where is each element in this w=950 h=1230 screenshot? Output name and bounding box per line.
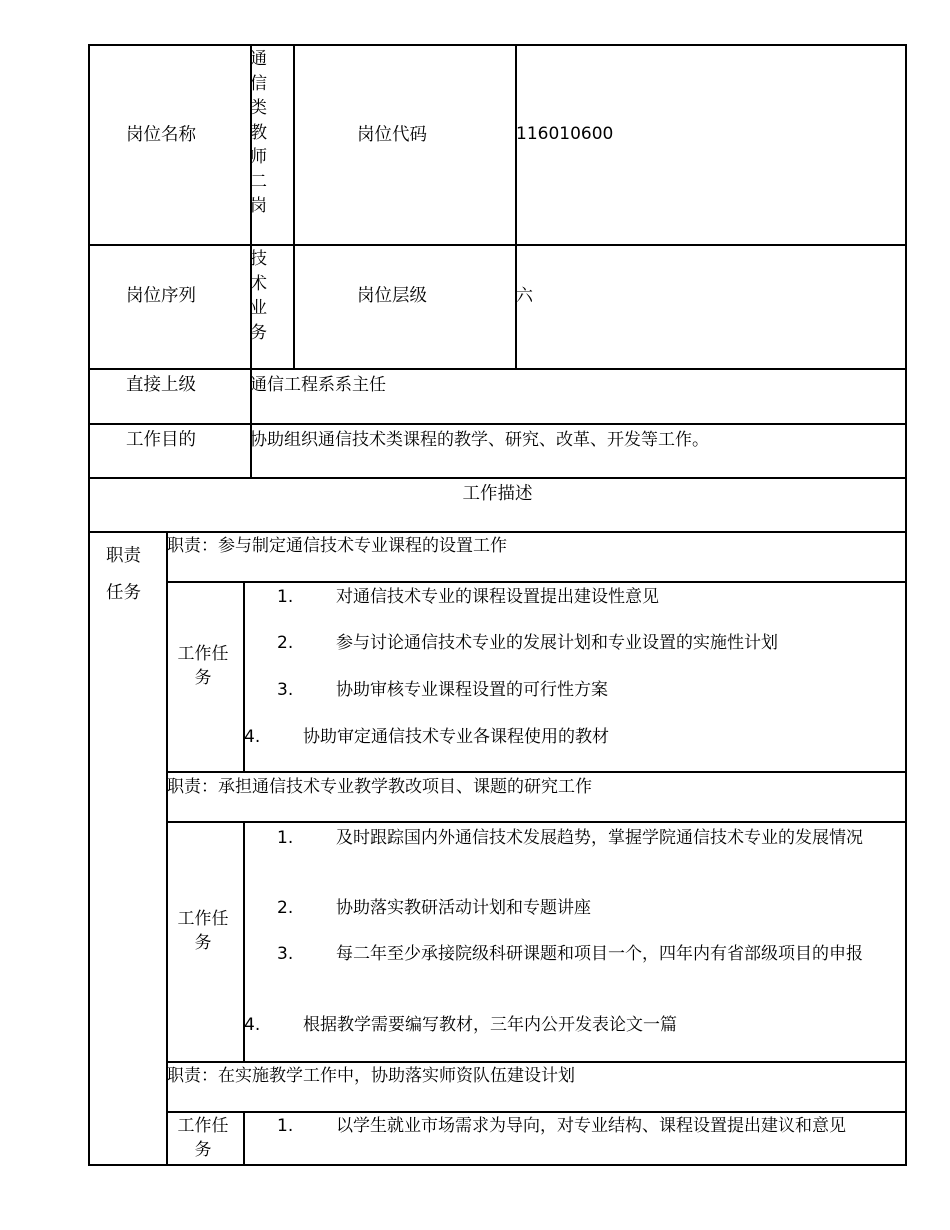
task-label-2: 工作任务 [177,909,229,953]
series-value: 技 术 业 务 [250,249,267,343]
task-num: 3. [277,680,294,700]
task-label-3: 工作任务 [177,1116,229,1160]
duty-1: 职责：参与制定通信技术专业课程的设置工作 [167,536,507,556]
col-divider [515,44,517,368]
row-divider [166,581,907,583]
task-text: 协助审核专业课程设置的可行性方案 [336,680,608,700]
row-divider [166,771,907,773]
task-text-wrapped [277,826,899,850]
row-divider [166,1111,907,1113]
task-num: 1. [277,1116,294,1136]
task-text: 对通信技术专业的课程设置提出建设性意见 [336,587,659,607]
task-item [277,826,899,850]
task-label-1: 工作任务 [177,644,229,688]
level-label: 岗位层级 [357,286,427,306]
task-text: 协助落实教研活动计划和专题讲座 [336,898,591,918]
border-top [88,44,907,46]
duty-2: 职责：承担通信技术专业教学教改项目、课题的研究工作 [167,777,592,797]
superior-label: 直接上级 [126,375,196,395]
level-value: 六 [516,286,533,306]
task-text-wrapped [277,942,899,966]
task-text: 以学生就业市场需求为导向，对专业结构、课程设置提出建议和意见 [336,1116,846,1136]
task-num: 1. [277,587,294,607]
task-num: 3. [277,944,294,964]
job-description-table [88,44,907,1166]
border-bottom [88,1164,907,1166]
task-num: 4. [244,727,261,747]
col-divider [293,44,295,368]
series-label: 岗位序列 [126,286,196,306]
border-right [905,44,907,1166]
row-divider [88,531,907,533]
row-divider [166,821,907,823]
task-item [277,942,899,966]
purpose-label: 工作目的 [126,430,196,450]
task-num: 1. [277,828,294,848]
task-text: 参与讨论通信技术专业的发展计划和专业设置的实施性计划 [336,633,778,653]
task-text: 每二年至少承接院级科研课题和项目一个，四年内有省部级项目的申报 [336,944,863,964]
position-code-value: 116010600 [516,124,614,144]
row-divider [166,1061,907,1063]
border-left [88,44,90,1166]
duties-label-line1: 职责 [106,546,141,566]
duty-3: 职责：在实施教学工作中，协助落实师资队伍建设计划 [167,1066,575,1086]
task-num: 2. [277,633,294,653]
description-title: 工作描述 [462,484,533,504]
duties-label-line2: 任务 [106,583,141,603]
row-divider [88,423,907,425]
task-text: 协助审定通信技术专业各课程使用的教材 [303,727,609,747]
row-divider [88,368,907,370]
row-divider [88,244,907,246]
task-text: 及时跟踪国内外通信技术发展趋势，掌握学院通信技术专业的发展情况 [336,828,863,848]
superior-value: 通信工程系系主任 [250,375,386,395]
position-name-value: 通 信 类 教 师 二 岗 [250,49,267,216]
row-divider [88,477,907,479]
position-name-label: 岗位名称 [126,125,196,145]
position-code-label: 岗位代码 [357,125,427,145]
purpose-value: 协助组织通信技术类课程的教学、研究、改革、开发等工作。 [250,430,709,450]
col-divider [243,1111,245,1166]
task-num: 4. [244,1015,261,1035]
task-text: 根据教学需要编写教材，三年内公开发表论文一篇 [303,1015,677,1035]
task-num: 2. [277,898,294,918]
